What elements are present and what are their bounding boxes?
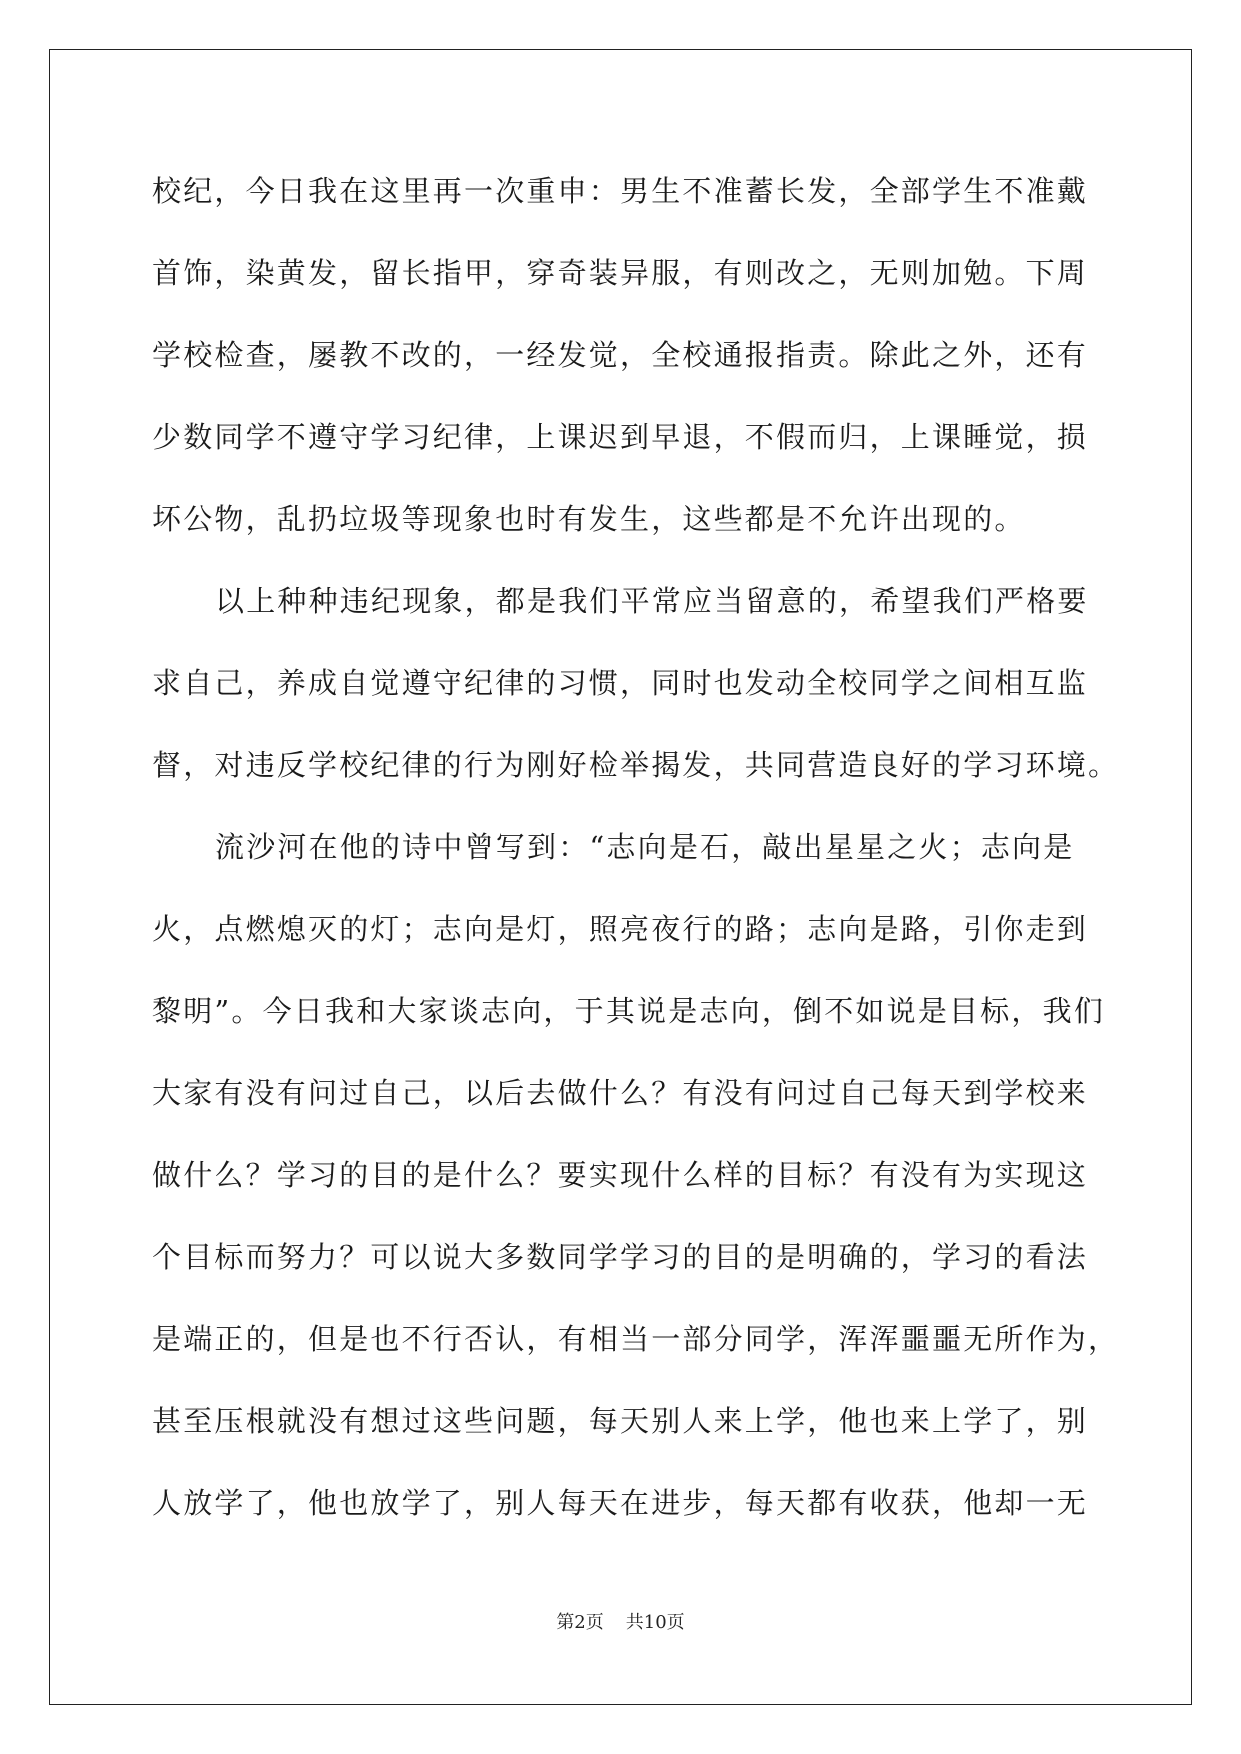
text-line: 督，对违反学校纪律的行为刚好检举揭发，共同营造良好的学习环境。 (152, 748, 1120, 782)
text-line: 校纪，今日我在这里再一次重申：男生不准蓄长发，全部学生不准戴 (152, 174, 1089, 208)
text-line: 甚至压根就没有想过这些问题，每天别人来上学，他也来上学了，别 (152, 1404, 1089, 1438)
text-line: 黎明”。今日我和大家谈志向，于其说是志向，倒不如说是目标，我们 (152, 994, 1106, 1028)
page-number: 第2页 (556, 1612, 604, 1633)
text-line: 是端正的，但是也不行否认，有相当一部分同学，浑浑噩噩无所作为， (152, 1322, 1120, 1356)
text-line: 学校检查，屡教不改的，一经发觉，全校通报指责。除此之外，还有 (152, 338, 1089, 372)
text-line: 火，点燃熄灭的灯；志向是灯，照亮夜行的路；志向是路，引你走到 (152, 912, 1089, 946)
text-line: 求自己，养成自觉遵守纪律的习惯，同时也发动全校同学之间相互监 (152, 666, 1089, 700)
text-line: 个目标而努力？可以说大多数同学学习的目的是明确的，学习的看法 (152, 1240, 1089, 1274)
text-line: 首饰，染黄发，留长指甲，穿奇装异服，有则改之，无则加勉。下周 (152, 256, 1089, 290)
document-body (152, 162, 1120, 1556)
text-line: 做什么？学习的目的是什么？要实现什么样的目标？有没有为实现这 (152, 1158, 1089, 1192)
total-pages: 共10页 (625, 1612, 685, 1633)
paragraph-start-line: 流沙河在他的诗中曾写到：“志向是石，敲出星星之火；志向是 (215, 830, 1075, 864)
text-line: 大家有没有问过自己，以后去做什么？有没有问过自己每天到学校来 (152, 1076, 1089, 1110)
text-line: 少数同学不遵守学习纪律，上课迟到早退，不假而归，上课睡觉，损 (152, 420, 1089, 454)
page-footer (0, 1608, 1241, 1634)
paragraph-start-line: 以上种种违纪现象，都是我们平常应当留意的，希望我们严格要 (215, 584, 1089, 618)
text-line: 坏公物，乱扔垃圾等现象也时有发生，这些都是不允许出现的。 (152, 502, 1026, 536)
text-line: 人放学了，他也放学了，别人每天在进步，每天都有收获，他却一无 (152, 1486, 1089, 1520)
